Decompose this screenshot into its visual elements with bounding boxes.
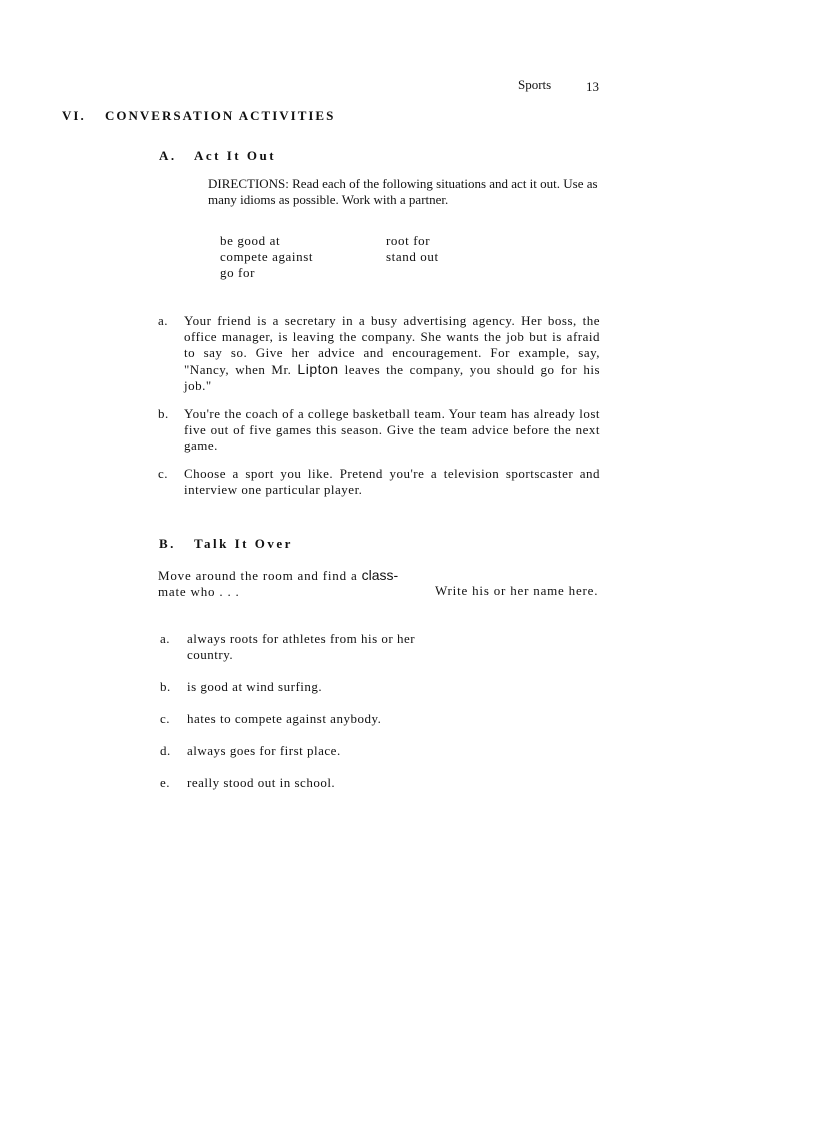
intro-text-end: mate who . . . xyxy=(158,584,240,599)
classmate-list xyxy=(158,631,423,807)
situation-emphasis: Lipton xyxy=(297,361,339,377)
idiom-item: stand out xyxy=(386,249,439,264)
intro-emphasis: class- xyxy=(361,567,399,583)
classmate-item xyxy=(158,631,423,663)
classmate-letter: b. xyxy=(160,679,171,694)
classmate-letter: c. xyxy=(160,711,171,726)
idiom-item: compete against xyxy=(220,249,314,264)
classmate-text: always goes for first place. xyxy=(187,743,341,758)
situation-letter: a. xyxy=(158,313,169,328)
situation-list xyxy=(158,313,600,510)
act-it-out-letter: A. xyxy=(159,148,177,163)
section-number: VI. xyxy=(62,108,86,123)
situation-text: Your friend is a secretary in a busy advertising agency. Her boss, the office manager, is leaving the company. She wants the job but is afraid to say so. Give her advice and encouragement. For example, say, "Nancy, when Mr. xyxy=(184,313,600,377)
idiom-list-left xyxy=(220,233,313,281)
idiom-list-right xyxy=(386,233,439,265)
classmate-item xyxy=(158,775,423,791)
situation-letter: b. xyxy=(158,406,169,421)
talk-it-over-title: Talk It Over xyxy=(194,536,293,551)
situation-text: Choose a sport you like. Pretend you're a television sportscaster and interview one particular player. xyxy=(184,466,600,497)
classmate-text: is good at wind surfing. xyxy=(187,679,323,694)
act-it-out-title: Act It Out xyxy=(194,148,277,163)
idiom-item: be good at xyxy=(220,233,281,248)
situation-letter: c. xyxy=(158,466,169,481)
talk-it-over-letter: B. xyxy=(159,536,176,551)
situation-item xyxy=(158,406,600,454)
section-heading xyxy=(62,108,335,124)
act-it-out-heading xyxy=(159,148,276,164)
directions-text: DIRECTIONS: Read each of the following situations and act it out. Use as many idioms as possible. Work with a partner. xyxy=(208,176,598,207)
classmate-item xyxy=(158,743,423,759)
situation-item xyxy=(158,466,600,498)
situation-item xyxy=(158,313,600,394)
section-title: CONVERSATION ACTIVITIES xyxy=(105,108,336,123)
idiom-item: root for xyxy=(386,233,431,248)
situation-text-end: leaves the company, you should go for his job." xyxy=(184,362,600,393)
situation-text: You're the coach of a college basketball team. Your team has already lost five out of five games this season. Give the team advice before the next game. xyxy=(184,406,600,453)
idiom-item: go for xyxy=(220,265,256,280)
classmate-item xyxy=(158,679,423,695)
classmate-text: really stood out in school. xyxy=(187,775,336,790)
page-number: 13 xyxy=(586,79,599,94)
classmate-text: hates to compete against anybody. xyxy=(187,711,382,726)
classmate-letter: a. xyxy=(160,631,171,646)
talk-it-over-intro xyxy=(158,567,420,600)
classmate-letter: e. xyxy=(160,775,171,790)
classmate-letter: d. xyxy=(160,743,171,758)
running-head xyxy=(518,77,599,94)
talk-it-over-heading xyxy=(159,536,293,552)
intro-text: Move around the room and find a xyxy=(158,568,362,583)
classmate-item xyxy=(158,711,423,727)
classmate-text: always roots for athletes from his or her country. xyxy=(187,631,416,662)
write-name-note: Write his or her name here. xyxy=(435,583,599,598)
running-title: Sports xyxy=(518,77,552,92)
